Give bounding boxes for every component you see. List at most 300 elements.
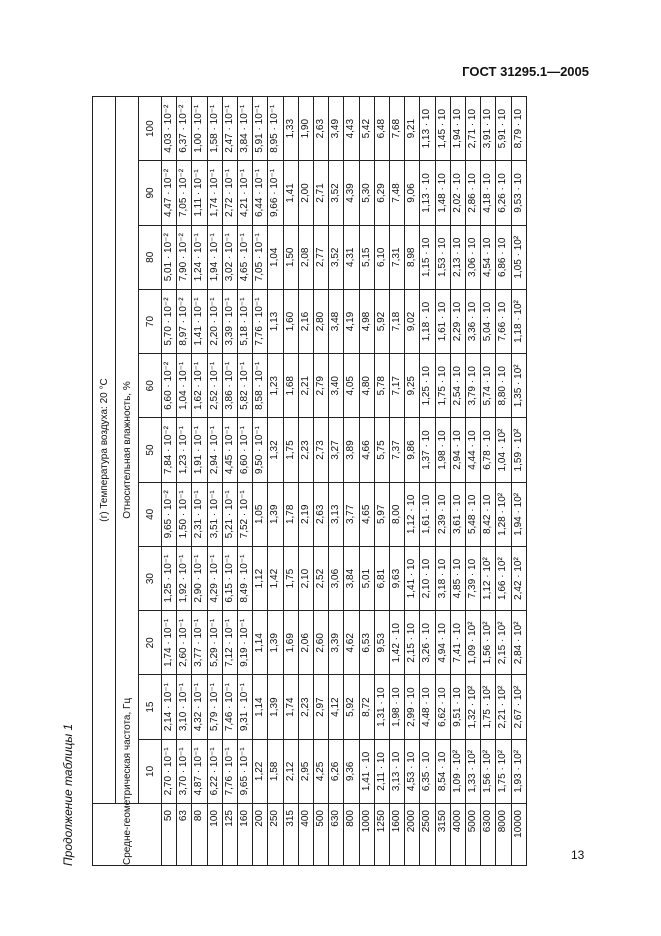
- value-cell: 2,80: [314, 289, 329, 353]
- frequency-cell: 2000: [405, 804, 420, 866]
- value-cell: 1,14: [253, 675, 268, 739]
- value-cell: 3,36 · 10: [466, 289, 481, 353]
- value-cell: 1,05: [253, 482, 268, 546]
- value-cell: 9,86: [405, 418, 420, 482]
- value-cell: 3,52: [329, 161, 344, 225]
- value-cell: 1,32 · 10²: [466, 675, 481, 739]
- value-cell: 8,54 · 10: [435, 739, 450, 803]
- value-cell: 1,35 · 10²: [511, 354, 526, 418]
- frequency-cell: 4000: [450, 804, 465, 866]
- table-row: [222, 97, 237, 866]
- value-cell: 8,98: [405, 225, 420, 289]
- frequency-cell: 50: [162, 804, 177, 866]
- value-cell: 5,29 · 10⁻¹: [207, 611, 222, 675]
- value-cell: 1,25 · 10: [420, 354, 435, 418]
- value-cell: 2,00: [298, 161, 313, 225]
- humidity-column-header: 10: [139, 739, 162, 803]
- value-cell: 3,61 · 10: [450, 482, 465, 546]
- value-cell: 3,18 · 10: [435, 546, 450, 610]
- value-cell: 3,02 · 10⁻¹: [222, 225, 237, 289]
- value-cell: 4,19: [344, 289, 359, 353]
- value-cell: 6,22 · 10⁻¹: [207, 739, 222, 803]
- frequency-cell: 800: [344, 804, 359, 866]
- value-cell: 4,44 · 10: [466, 418, 481, 482]
- value-cell: 3,27: [329, 418, 344, 482]
- value-cell: 1,09 · 10²: [466, 611, 481, 675]
- humidity-header: Относительная влажность, %: [116, 97, 139, 804]
- value-cell: 6,26 · 10: [496, 161, 511, 225]
- value-cell: 2,23: [298, 418, 313, 482]
- value-cell: 2,10: [298, 546, 313, 610]
- value-cell: 4,43: [344, 97, 359, 161]
- value-cell: 1,13 · 10: [420, 97, 435, 161]
- value-cell: 1,98 · 10: [390, 675, 405, 739]
- value-cell: 1,41 · 10: [359, 739, 374, 803]
- value-cell: 2,72 · 10⁻¹: [222, 161, 237, 225]
- value-cell: 8,95 · 10⁻¹: [268, 97, 283, 161]
- value-cell: 1,39: [268, 611, 283, 675]
- table-row: [177, 97, 192, 866]
- value-cell: 2,14 · 10⁻¹: [162, 675, 177, 739]
- value-cell: 5,01: [359, 546, 374, 610]
- frequency-cell: 630: [329, 804, 344, 866]
- value-cell: 4,12: [329, 675, 344, 739]
- value-cell: 5,15: [359, 225, 374, 289]
- table-caption: Продолжение таблицы 1: [61, 723, 75, 866]
- value-cell: 4,21 · 10⁻¹: [238, 161, 253, 225]
- value-cell: 7,41 · 10: [450, 611, 465, 675]
- table-row: [207, 97, 222, 866]
- value-cell: 1,05 · 10²: [511, 225, 526, 289]
- rotated-content: [58, 64, 530, 866]
- value-cell: 7,31: [390, 225, 405, 289]
- value-cell: 3,10 · 10⁻¹: [177, 675, 192, 739]
- value-cell: 2,67 · 10²: [511, 675, 526, 739]
- value-cell: 2,79: [314, 354, 329, 418]
- frequency-cell: 200: [253, 804, 268, 866]
- value-cell: 7,90 · 10⁻²: [177, 225, 192, 289]
- table-row: [450, 97, 465, 866]
- value-cell: 2,73: [314, 418, 329, 482]
- value-cell: 1,75 · 10²: [481, 675, 496, 739]
- value-cell: 1,04 · 10⁻¹: [177, 354, 192, 418]
- value-cell: 2,19: [298, 482, 313, 546]
- value-cell: 1,14: [253, 611, 268, 675]
- table-row: [283, 97, 298, 866]
- frequency-cell: 1000: [359, 804, 374, 866]
- value-cell: 9,65 · 10⁻¹: [238, 739, 253, 803]
- value-cell: 6,29: [374, 161, 389, 225]
- value-cell: 1,25 · 10⁻¹: [162, 546, 177, 610]
- value-cell: 1,75: [283, 418, 298, 482]
- value-cell: 5,42: [359, 97, 374, 161]
- value-cell: 3,77: [344, 482, 359, 546]
- value-cell: 1,56 · 10²: [481, 611, 496, 675]
- value-cell: 1,33 · 10²: [466, 739, 481, 803]
- value-cell: 1,12 · 10²: [481, 546, 496, 610]
- humidity-column-header: 30: [139, 546, 162, 610]
- table-row: [238, 97, 253, 866]
- value-cell: 3,39 · 10⁻¹: [222, 289, 237, 353]
- value-cell: 7,48: [390, 161, 405, 225]
- value-cell: 1,41: [283, 161, 298, 225]
- value-cell: 3,13 · 10: [390, 739, 405, 803]
- table-row: [192, 97, 207, 866]
- table-row: [435, 97, 450, 866]
- value-cell: 8,80 · 10: [496, 354, 511, 418]
- value-cell: 1,12 · 10: [405, 482, 420, 546]
- value-cell: 5,97: [374, 482, 389, 546]
- value-cell: 1,31 · 10: [374, 675, 389, 739]
- value-cell: 1,75: [283, 546, 298, 610]
- value-cell: 1,18 · 10: [420, 289, 435, 353]
- value-cell: 1,22: [253, 739, 268, 803]
- frequency-cell: 63: [177, 804, 192, 866]
- value-cell: 4,48 · 10: [420, 675, 435, 739]
- value-cell: 4,98: [359, 289, 374, 353]
- value-cell: 2,84 · 10²: [511, 611, 526, 675]
- table-row: [420, 97, 435, 866]
- value-cell: 4,53 · 10: [405, 739, 420, 803]
- value-cell: 4,87 · 10⁻¹: [192, 739, 207, 803]
- value-cell: 7,76 · 10⁻¹: [253, 289, 268, 353]
- value-cell: 5,01 · 10⁻²: [162, 225, 177, 289]
- value-cell: 2,99 · 10: [405, 675, 420, 739]
- value-cell: 2,86 · 10: [466, 161, 481, 225]
- value-cell: 7,46 · 10⁻¹: [222, 675, 237, 739]
- value-cell: 3,40: [329, 354, 344, 418]
- value-cell: 7,52 · 10⁻¹: [238, 482, 253, 546]
- value-cell: 9,21: [405, 97, 420, 161]
- frequency-cell: 80: [192, 804, 207, 866]
- value-cell: 9,02: [405, 289, 420, 353]
- value-cell: 5,74 · 10: [481, 354, 496, 418]
- value-cell: 1,59 · 10²: [511, 418, 526, 482]
- value-cell: 1,18 · 10²: [511, 289, 526, 353]
- value-cell: 1,74 · 10⁻¹: [162, 611, 177, 675]
- value-cell: 8,58 · 10⁻¹: [253, 354, 268, 418]
- value-cell: 1,15 · 10: [420, 225, 435, 289]
- humidity-columns-row: [139, 97, 162, 866]
- frequency-cell: 1600: [390, 804, 405, 866]
- value-cell: 6,86 · 10: [496, 225, 511, 289]
- value-cell: 2,02 · 10: [450, 161, 465, 225]
- value-cell: 9,25: [405, 354, 420, 418]
- value-cell: 2,29 · 10: [450, 289, 465, 353]
- value-cell: 2,10 · 10: [420, 546, 435, 610]
- value-cell: 5,91 · 10: [496, 97, 511, 161]
- value-cell: 8,42 · 10: [481, 482, 496, 546]
- value-cell: 1,24 · 10⁻¹: [192, 225, 207, 289]
- value-cell: 6,26: [329, 739, 344, 803]
- value-cell: 8,79 · 10: [511, 97, 526, 161]
- table-row: [405, 97, 420, 866]
- humidity-column-header: 20: [139, 611, 162, 675]
- value-cell: 2,54 · 10: [450, 354, 465, 418]
- value-cell: 7,18: [390, 289, 405, 353]
- value-cell: 9,65 · 10⁻²: [162, 482, 177, 546]
- value-cell: 4,25: [314, 739, 329, 803]
- value-cell: 1,45 · 10: [435, 97, 450, 161]
- value-cell: 3,13: [329, 482, 344, 546]
- value-cell: 5,04 · 10: [481, 289, 496, 353]
- value-cell: 2,11 · 10: [374, 739, 389, 803]
- table-row: [314, 97, 329, 866]
- value-cell: 1,11 · 10⁻¹: [192, 161, 207, 225]
- value-cell: 4,66: [359, 418, 374, 482]
- table-row: [481, 97, 496, 866]
- value-cell: 3,06 · 10: [466, 225, 481, 289]
- value-cell: 2,71 · 10: [466, 97, 481, 161]
- value-cell: 4,18 · 10: [481, 161, 496, 225]
- value-cell: 3,49: [329, 97, 344, 161]
- value-cell: 2,08: [298, 225, 313, 289]
- value-cell: 1,92 · 10⁻¹: [177, 546, 192, 610]
- table-row: [298, 97, 313, 866]
- frequency-cell: 250: [268, 804, 283, 866]
- value-cell: 3,91 · 10: [481, 97, 496, 161]
- value-cell: 3,84 · 10⁻¹: [238, 97, 253, 161]
- humidity-column-header: 15: [139, 675, 162, 739]
- value-cell: 8,97 · 10⁻²: [177, 289, 192, 353]
- value-cell: 1,75 · 10²: [496, 739, 511, 803]
- value-cell: 6,78 · 10: [481, 418, 496, 482]
- value-cell: 7,84 · 10⁻²: [162, 418, 177, 482]
- value-cell: 1,41 · 10: [405, 546, 420, 610]
- frequency-cell: 5000: [466, 804, 481, 866]
- value-cell: 4,94 · 10: [435, 611, 450, 675]
- value-cell: 1,04 · 10²: [496, 418, 511, 482]
- value-cell: 2,94 · 10: [450, 418, 465, 482]
- value-cell: 5,92: [374, 289, 389, 353]
- value-cell: 6,15 · 10⁻¹: [222, 546, 237, 610]
- value-cell: 6,62 · 10: [435, 675, 450, 739]
- value-cell: 1,62 · 10⁻¹: [192, 354, 207, 418]
- table-row: [390, 97, 405, 866]
- value-cell: 6,60 · 10⁻¹: [238, 418, 253, 482]
- value-cell: 2,71: [314, 161, 329, 225]
- value-cell: 2,13 · 10: [450, 225, 465, 289]
- value-cell: 6,37 · 10⁻²: [177, 97, 192, 161]
- value-cell: 7,12 · 10⁻¹: [222, 611, 237, 675]
- value-cell: 1,94 · 10⁻¹: [207, 225, 222, 289]
- value-cell: 9,50 · 10⁻¹: [253, 418, 268, 482]
- value-cell: 2,70 · 10⁻¹: [162, 739, 177, 803]
- value-cell: 9,31 · 10⁻¹: [238, 675, 253, 739]
- value-cell: 1,61 · 10: [420, 482, 435, 546]
- value-cell: 2,42 · 10²: [511, 546, 526, 610]
- value-cell: 3,06: [329, 546, 344, 610]
- value-cell: 2,21 · 10²: [496, 675, 511, 739]
- attenuation-table: [92, 96, 527, 866]
- value-cell: 1,53 · 10: [435, 225, 450, 289]
- value-cell: 1,04: [268, 225, 283, 289]
- value-cell: 4,03 · 10⁻²: [162, 97, 177, 161]
- value-cell: 1,69: [283, 611, 298, 675]
- temperature-header: (г) Температура воздуха: 20 °С: [93, 97, 116, 804]
- value-cell: 9,53 · 10: [511, 161, 526, 225]
- value-cell: 1,98 · 10: [435, 418, 450, 482]
- value-cell: 2,63: [314, 97, 329, 161]
- frequency-cell: 10000: [511, 804, 526, 866]
- value-cell: 2,15 · 10: [405, 611, 420, 675]
- value-cell: 4,45 · 10⁻¹: [222, 418, 237, 482]
- frequency-cell: 315: [283, 804, 298, 866]
- value-cell: 4,85 · 10: [450, 546, 465, 610]
- table-row: [329, 97, 344, 866]
- frequency-cell: 100: [207, 804, 222, 866]
- value-cell: 2,15 · 10²: [496, 611, 511, 675]
- value-cell: 2,20 · 10⁻¹: [207, 289, 222, 353]
- humidity-column-header: 40: [139, 482, 162, 546]
- frequency-cell: 1250: [374, 804, 389, 866]
- value-cell: 8,72: [359, 675, 374, 739]
- humidity-column-header: 50: [139, 418, 162, 482]
- value-cell: 5,18 · 10⁻¹: [238, 289, 253, 353]
- value-cell: 1,93 · 10²: [511, 739, 526, 803]
- value-cell: 1,39: [268, 675, 283, 739]
- value-cell: 1,23: [268, 354, 283, 418]
- value-cell: 3,52: [329, 225, 344, 289]
- value-cell: 2,97: [314, 675, 329, 739]
- value-cell: 4,05: [344, 354, 359, 418]
- frequency-header: Средне-геометрическая частота, Гц: [93, 804, 162, 866]
- value-cell: 5,75: [374, 418, 389, 482]
- value-cell: 5,91 · 10⁻¹: [253, 97, 268, 161]
- value-cell: 2,60: [314, 611, 329, 675]
- value-cell: 1,58 · 10⁻¹: [207, 97, 222, 161]
- value-cell: 6,53: [359, 611, 374, 675]
- value-cell: 5,30: [359, 161, 374, 225]
- value-cell: 7,05 · 10⁻¹: [253, 225, 268, 289]
- value-cell: 1,32: [268, 418, 283, 482]
- value-cell: 6,60 · 10⁻²: [162, 354, 177, 418]
- frequency-cell: 8000: [496, 804, 511, 866]
- value-cell: 1,00 · 10⁻¹: [192, 97, 207, 161]
- value-cell: 1,91 · 10⁻¹: [192, 418, 207, 482]
- value-cell: 1,13 · 10: [420, 161, 435, 225]
- value-cell: 4,32 · 10⁻¹: [192, 675, 207, 739]
- value-cell: 1,48 · 10: [435, 161, 450, 225]
- value-cell: 2,06: [298, 611, 313, 675]
- value-cell: 1,56 · 10²: [481, 739, 496, 803]
- value-cell: 8,00: [390, 482, 405, 546]
- value-cell: 1,74 · 10⁻¹: [207, 161, 222, 225]
- table-body: [162, 97, 527, 866]
- frequency-cell: 500: [314, 804, 329, 866]
- value-cell: 1,61 · 10: [435, 289, 450, 353]
- value-cell: 6,81: [374, 546, 389, 610]
- value-cell: 4,80: [359, 354, 374, 418]
- value-cell: 2,60 · 10⁻¹: [177, 611, 192, 675]
- humidity-column-header: 70: [139, 289, 162, 353]
- frequency-cell: 400: [298, 804, 313, 866]
- table-row: [374, 97, 389, 866]
- humidity-column-header: 60: [139, 354, 162, 418]
- value-cell: 6,44 · 10⁻¹: [253, 161, 268, 225]
- value-cell: 7,05 · 10⁻²: [177, 161, 192, 225]
- value-cell: 1,39: [268, 482, 283, 546]
- value-cell: 1,13: [268, 289, 283, 353]
- value-cell: 1,68: [283, 354, 298, 418]
- value-cell: 5,79 · 10⁻¹: [207, 675, 222, 739]
- value-cell: 3,77 · 10⁻¹: [192, 611, 207, 675]
- page-number: 13: [571, 848, 585, 862]
- value-cell: 1,58: [268, 739, 283, 803]
- value-cell: 3,39: [329, 611, 344, 675]
- value-cell: 2,95: [298, 739, 313, 803]
- value-cell: 1,37 · 10: [420, 418, 435, 482]
- table-row: [268, 97, 283, 866]
- value-cell: 3,48: [329, 289, 344, 353]
- value-cell: 4,65: [359, 482, 374, 546]
- table-row: [466, 97, 481, 866]
- value-cell: 2,23: [298, 675, 313, 739]
- value-cell: 4,31: [344, 225, 359, 289]
- value-cell: 7,68: [390, 97, 405, 161]
- value-cell: 5,78: [374, 354, 389, 418]
- value-cell: 7,17: [390, 354, 405, 418]
- value-cell: 5,70 · 10⁻²: [162, 289, 177, 353]
- value-cell: 7,76 · 10⁻¹: [222, 739, 237, 803]
- value-cell: 4,62: [344, 611, 359, 675]
- value-cell: 2,47 · 10⁻¹: [222, 97, 237, 161]
- frequency-cell: 125: [222, 804, 237, 866]
- value-cell: 7,37: [390, 418, 405, 482]
- value-cell: 1,90: [298, 97, 313, 161]
- value-cell: 9,66 · 10⁻¹: [268, 161, 283, 225]
- value-cell: 1,09 · 10²: [450, 739, 465, 803]
- value-cell: 1,41 · 10⁻¹: [192, 289, 207, 353]
- value-cell: 3,86 · 10⁻¹: [222, 354, 237, 418]
- frequency-cell: 160: [238, 804, 253, 866]
- table-row: [344, 97, 359, 866]
- value-cell: 7,66 · 10: [496, 289, 511, 353]
- value-cell: 3,89: [344, 418, 359, 482]
- value-cell: 5,82 · 10⁻¹: [238, 354, 253, 418]
- value-cell: 2,52: [314, 546, 329, 610]
- value-cell: 3,26 · 10: [420, 611, 435, 675]
- value-cell: 1,42 · 10: [390, 611, 405, 675]
- value-cell: 3,51 · 10⁻¹: [207, 482, 222, 546]
- value-cell: 1,23 · 10⁻¹: [177, 418, 192, 482]
- value-cell: 4,54 · 10: [481, 225, 496, 289]
- value-cell: 4,39: [344, 161, 359, 225]
- value-cell: 3,84: [344, 546, 359, 610]
- value-cell: 6,35 · 10: [420, 739, 435, 803]
- value-cell: 2,31 · 10⁻¹: [192, 482, 207, 546]
- value-cell: 2,16: [298, 289, 313, 353]
- value-cell: 9,06: [405, 161, 420, 225]
- value-cell: 1,50: [283, 225, 298, 289]
- value-cell: 3,70 · 10⁻¹: [177, 739, 192, 803]
- humidity-column-header: 100: [139, 97, 162, 161]
- value-cell: 9,36: [344, 739, 359, 803]
- value-cell: 4,29 · 10⁻¹: [207, 546, 222, 610]
- table-row: [253, 97, 268, 866]
- value-cell: 6,48: [374, 97, 389, 161]
- value-cell: 1,78: [283, 482, 298, 546]
- value-cell: 1,75 · 10: [435, 354, 450, 418]
- value-cell: 3,79 · 10: [466, 354, 481, 418]
- value-cell: 9,63: [390, 546, 405, 610]
- value-cell: 9,51 · 10: [450, 675, 465, 739]
- value-cell: 2,12: [283, 739, 298, 803]
- table-row: [511, 97, 526, 866]
- standard-code: ГОСТ 31295.1—2005: [462, 64, 589, 79]
- value-cell: 9,19 · 10⁻¹: [238, 611, 253, 675]
- value-cell: 2,21: [298, 354, 313, 418]
